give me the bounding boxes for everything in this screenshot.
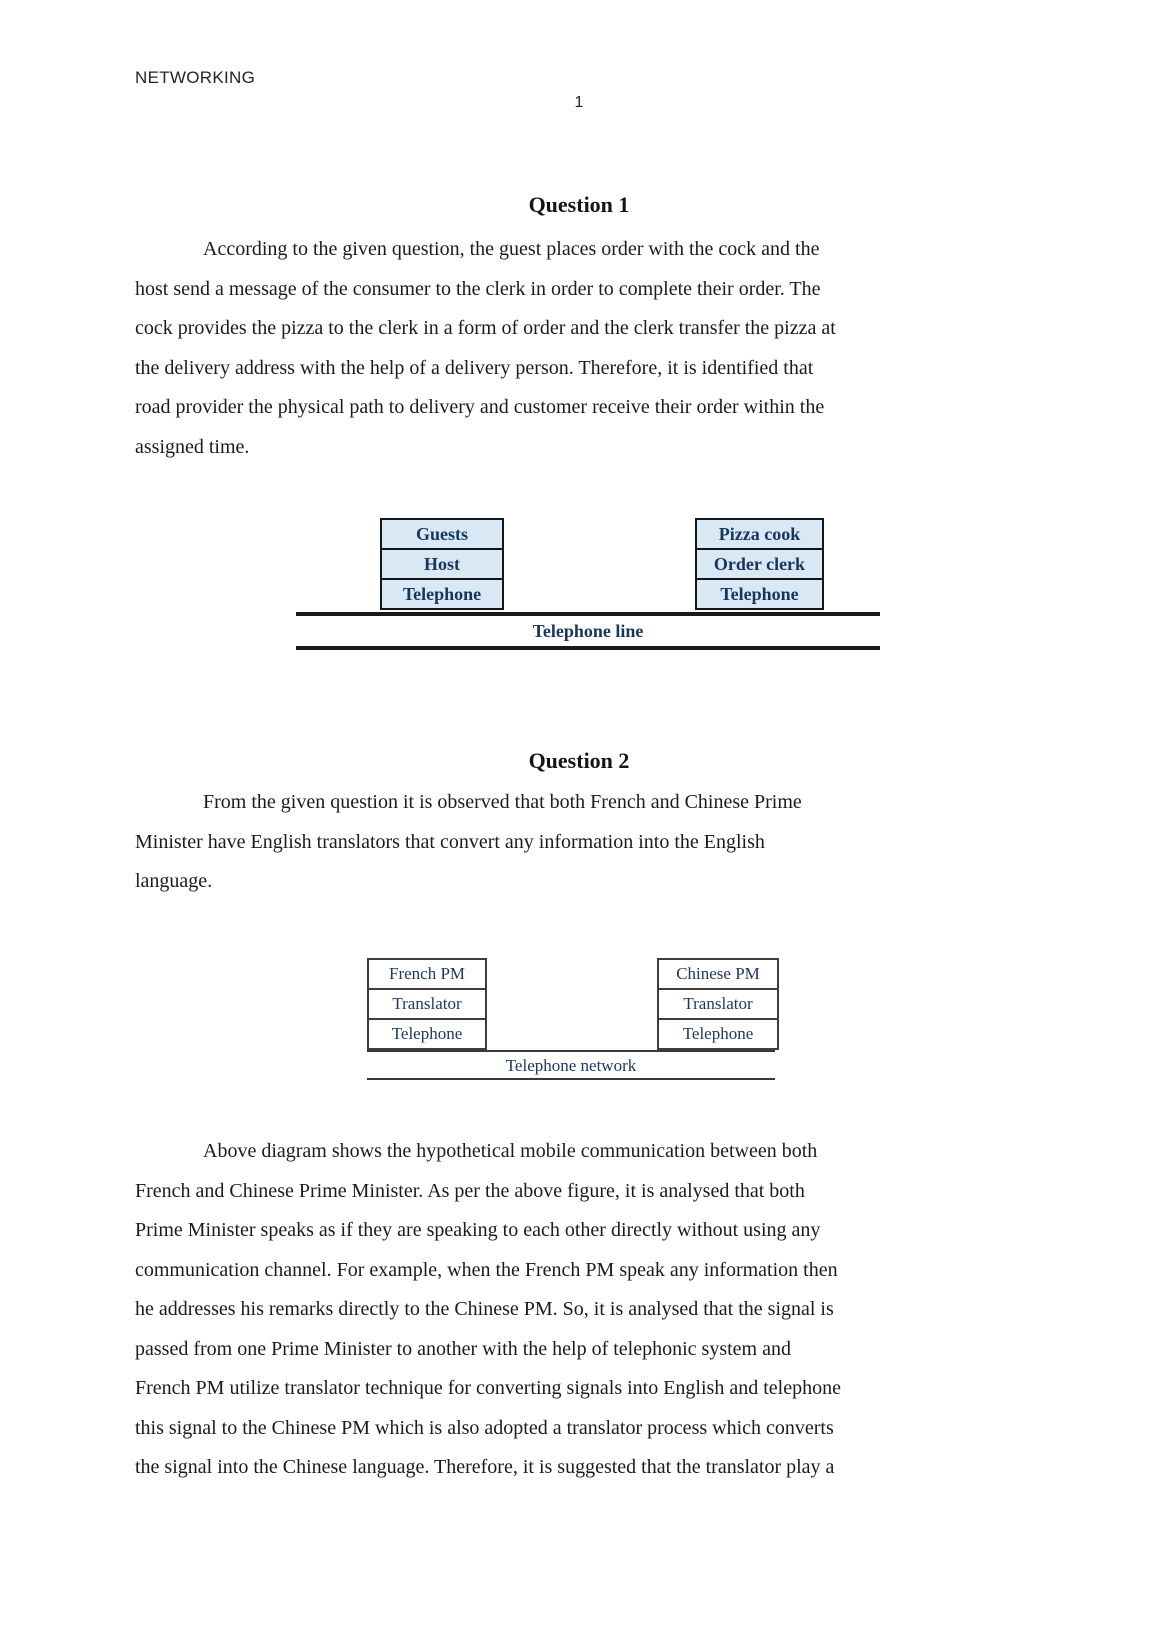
- paragraph-line: language.: [135, 870, 213, 892]
- pm-translation-diagram: [367, 958, 775, 1084]
- paragraph-line: From the given question it is observed that both French and Chinese Prime: [203, 791, 802, 813]
- french-pm-protocol-stack: [367, 958, 487, 1050]
- stack-layer: Pizza cook: [718, 524, 801, 544]
- question-2-analysis-paragraph: [135, 1132, 1035, 1488]
- running-head: NETWORKING: [135, 68, 256, 87]
- guest-protocol-stack: [380, 518, 504, 610]
- stack-layer: Guests: [415, 524, 468, 544]
- paragraph-line: road provider the physical path to delivery and customer receive their order within the: [135, 396, 825, 418]
- question-1-heading: Question 1: [528, 192, 630, 217]
- channel-label: Telephone line: [532, 621, 644, 641]
- question-1-paragraph: [135, 230, 1035, 467]
- stack-layer: Host: [382, 548, 502, 578]
- paragraph-line: communication channel. For example, when the French PM speak any information then: [135, 1258, 838, 1281]
- channel-line: [296, 646, 880, 650]
- channel-line: [367, 1078, 775, 1080]
- pizza-order-diagram: [296, 518, 880, 658]
- paragraph-line: According to the given question, the guest places order with the cock and the: [203, 238, 820, 260]
- paragraph-line: passed from one Prime Minister to another with the help of telephonic system and: [135, 1337, 791, 1360]
- paragraph-line: French and Chinese Prime Minister. As per the above figure, it is analysed that both: [135, 1179, 805, 1202]
- paragraph-line: host send a message of the consumer to the clerk in order to complete their order. The: [135, 277, 821, 300]
- paragraph-line: French PM utilize translator technique for converting signals into English and telephone: [135, 1377, 841, 1399]
- channel-label: Telephone network: [505, 1056, 637, 1075]
- pizza-cook-protocol-stack: [695, 518, 824, 610]
- question-2-paragraph: [135, 783, 1035, 902]
- stack-layer: French PM: [388, 964, 466, 983]
- paragraph-line: assigned time.: [135, 435, 250, 458]
- paragraph-line: this signal to the Chinese PM which is also adopted a translator process which converts: [135, 1416, 834, 1439]
- stack-layer: Telephone: [659, 1018, 777, 1048]
- paragraph-line: he addresses his remarks directly to the Chinese PM. So, it is analysed that the signal is: [135, 1298, 834, 1320]
- paragraph-line: the signal into the Chinese language. Therefore, it is suggested that the translator play a: [135, 1456, 835, 1478]
- channel-line: [296, 612, 880, 616]
- stack-layer: Telephone: [369, 1018, 485, 1048]
- paragraph-line: Prime Minister speaks as if they are speaking to each other directly without using any: [135, 1219, 821, 1241]
- stack-layer: Order clerk: [697, 548, 822, 578]
- chinese-pm-protocol-stack: [657, 958, 779, 1050]
- channel-line: [367, 1050, 775, 1052]
- paragraph-line: cock provides the pizza to the clerk in a form of order and the clerk transfer the pizza at: [135, 317, 836, 339]
- stack-layer: Telephone: [382, 578, 502, 608]
- stack-layer: Telephone: [697, 578, 822, 608]
- stack-layer: Translator: [659, 988, 777, 1018]
- stack-layer: Translator: [369, 988, 485, 1018]
- paragraph-line: Minister have English translators that convert any information into the English: [135, 830, 765, 853]
- page-number: 1: [574, 94, 584, 111]
- paragraph-line: the delivery address with the help of a delivery person. Therefore, it is identified that: [135, 356, 814, 379]
- question-2-heading: Question 2: [528, 748, 630, 773]
- paragraph-line: Above diagram shows the hypothetical mobile communication between both: [203, 1140, 818, 1162]
- stack-layer: Chinese PM: [676, 964, 760, 983]
